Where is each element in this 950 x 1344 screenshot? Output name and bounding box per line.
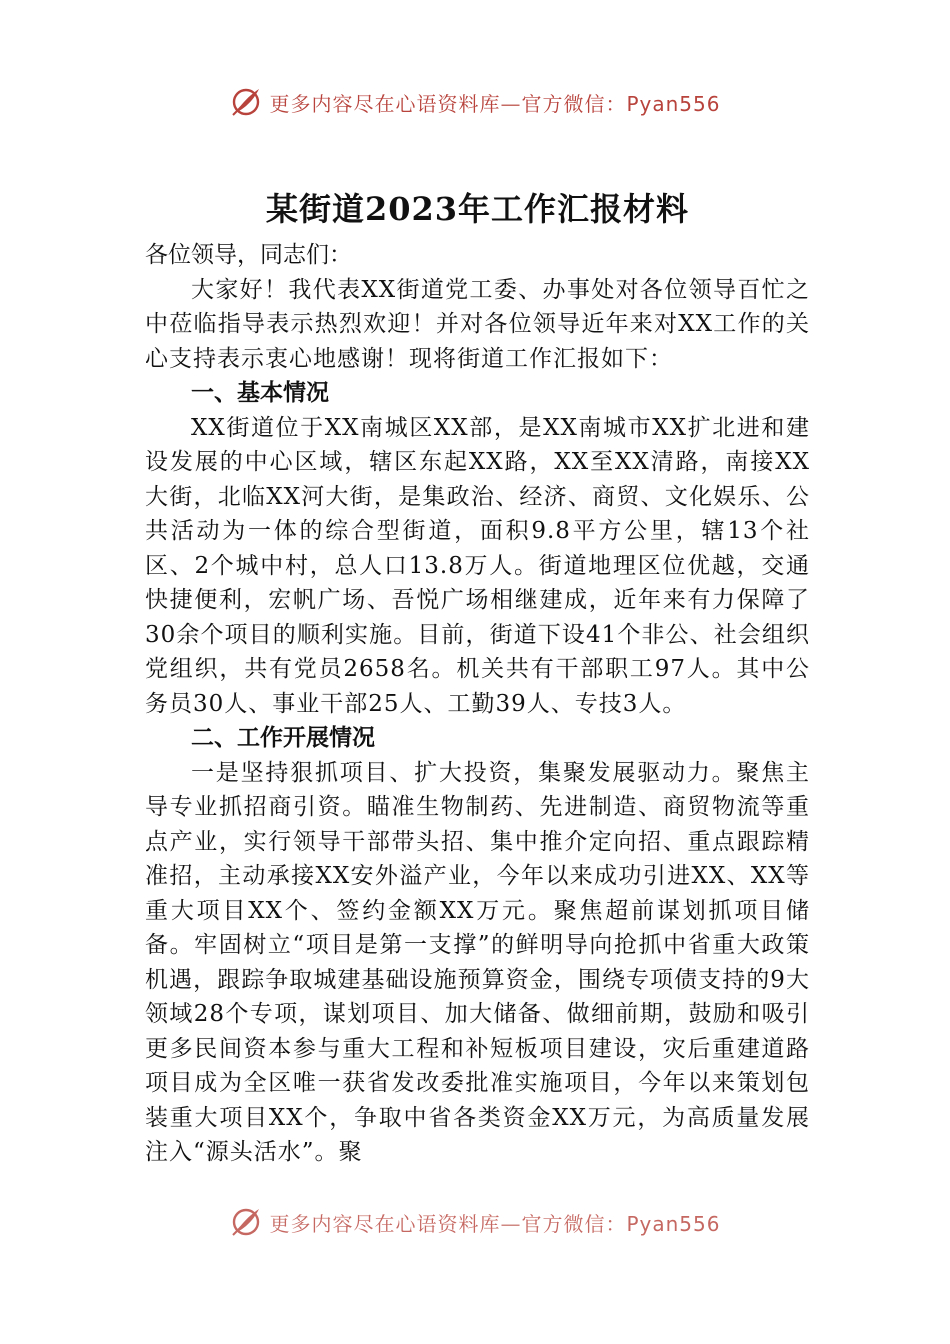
watermark-footer: [0, 1202, 950, 1242]
intro-paragraph: 大家好！我代表XX街道党工委、办事处对各位领导百忙之中莅临指导表示热烈欢迎！并对各位领导近年来对XX工作的关心支持表示衷心地感谢！现将街道工作汇报如下：: [145, 276, 810, 372]
watermark-text: 更多内容尽在心语资料库—官方微信：Pyan556: [269, 1211, 721, 1236]
watermark-text: 更多内容尽在心语资料库—官方微信：Pyan556: [269, 91, 721, 116]
watermark-header: [0, 82, 950, 122]
section-paragraph-basic: XX街道位于XX南城区XX部，是XX南城市XX扩北进和建设发展的中心区域，辖区东起XX路，XX至XX清路，南接XX大街，北临XX河大街，是集政治、经济、商贸、文化娱乐、公共活动为一体的综合型街道，面积9.8平方公里，辖13个社区、2个城中村，总人口13.8万人。街道地理区位优越，交通快捷便利，宏帆广场、吾悦广场相继建成，近年来有力保障了30余个项目的顺利实施。目前，街道下设41个非公、社会组织党组织，共有党员2658名。机关共有干部职工97人。其中公务员30人、事业干部25人、工勤39人、专技3人。: [145, 414, 810, 717]
document-body: [145, 186, 810, 1170]
greeting: 各位领导，同志们：: [145, 242, 352, 268]
section-heading-work: 二、工作开展情况: [191, 725, 375, 751]
document-title: 某街道2023年工作汇报材料: [265, 190, 690, 228]
quill-logo-icon: [229, 1205, 263, 1239]
quill-logo-icon: [229, 85, 263, 119]
section-paragraph-work: 一是坚持狠抓项目、扩大投资，集聚发展驱动力。聚焦主导专业抓招商引资。瞄准生物制药、先进制造、商贸物流等重点产业，实行领导干部带头招、集中推介定向招、重点跟踪精准招，主动承接XX安外溢产业，今年以来成功引进XX、XX等重大项目XX个、签约金额XX万元。聚焦超前谋划抓项目储备。牢固树立“项目是第一支撑”的鲜明导向抢抓中省重大政策机遇，跟踪争取城建基础设施预算资金，围绕专项债支持的9大领域28个专项，谋划项目、加大储备、做细前期，鼓励和吸引更多民间资本参与重大工程和补短板项目建设，灾后重建道路项目成为全区唯一获省发改委批准实施项目，今年以来策划包装重大项目XX个，争取中省各类资金XX万元，为高质量发展注入“源头活水”。聚: [145, 759, 810, 1165]
section-heading-basic: 一、基本情况: [191, 380, 329, 406]
